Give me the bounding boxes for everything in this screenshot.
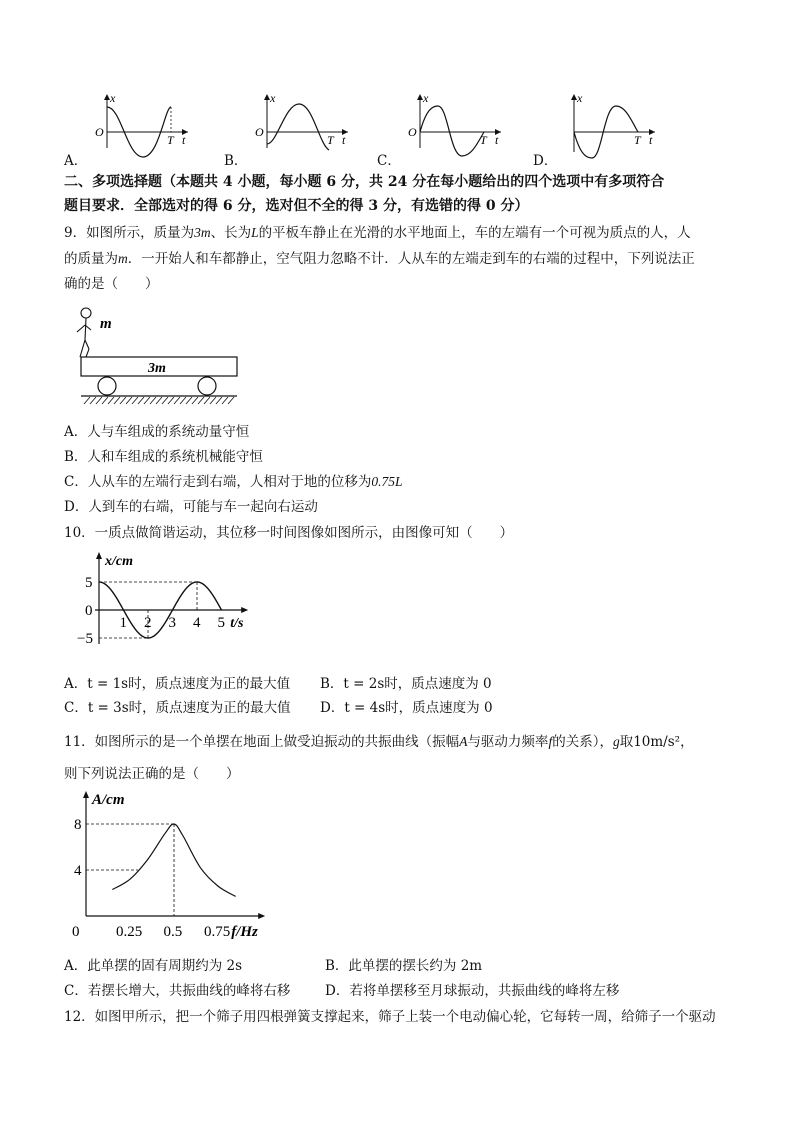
x-tick-label: 4 (193, 615, 201, 631)
y-tick-label: 0 (85, 603, 93, 619)
axis-period-label: T (167, 133, 174, 147)
axis-x-label: x (423, 91, 429, 105)
q11-option-b[interactable]: B．此单摆的摆长约为 2m (325, 958, 483, 974)
option-a-label: A． (64, 153, 88, 169)
q12-stem-line1: 12．如图甲所示，把一个筛子用四根弹簧支撑起来，筛子上装一个电动偏心轮，它每转一周，给筛子一个驱动 (64, 1009, 716, 1025)
graph-option-c (398, 90, 518, 150)
q10-option-a[interactable]: A．t = 1s时，质点速度为正的最大值 (64, 676, 291, 692)
y-tick-label: −5 (77, 631, 93, 647)
axis-x-label: x (270, 91, 276, 105)
q10-stem: 10．一质点做简谐运动，其位移一时间图像如图所示，由图像可知（ ） (64, 525, 514, 541)
y-tick-label: 8 (74, 817, 82, 833)
x-axis-arrow (241, 607, 248, 613)
y-tick-label: 5 (85, 575, 93, 591)
section-heading-line2: 题目要求．全部选对的得 6 分，选对但不全的得 3 分，有选错的得 0 分） (64, 198, 529, 214)
q11-resonance-chart (64, 788, 264, 940)
y-axis-arrow (83, 791, 89, 798)
q10-displacement-time-chart (64, 550, 274, 662)
axis-x-label: x (577, 91, 583, 105)
x-axis-arrow (258, 913, 265, 919)
q10-option-d[interactable]: D．t = 4s时，质点速度为 0 (320, 700, 493, 716)
q11-stem-line2: 则下列说法正确的是（ ） (64, 766, 240, 782)
x-axis-label: f/Hz (231, 924, 258, 940)
x-tick-label: 0.75 (204, 924, 231, 940)
x-tick-label: 3 (168, 615, 176, 631)
q9-option-b[interactable]: B．人和车组成的系统机械能守恒 (64, 449, 263, 465)
q9-stem-line1: 9．如图所示，质量为3m、长为L的平板车静止在光滑的水平地面上，车的左端有一个可视为质点的人，人 (64, 225, 691, 241)
x-tick-label: 5 (217, 615, 225, 631)
x-tick-label: 0.5 (163, 924, 183, 940)
q9-option-c[interactable]: C．人从车的左端行走到右端，人相对于地的位移为0.75L (64, 474, 403, 490)
q9-option-d[interactable]: D．人到车的右端，可能与车一起向右运动 (64, 499, 318, 515)
option-b-label: B． (224, 153, 248, 169)
x-axis-label: t/s (230, 616, 244, 631)
axis-origin-label: O (255, 125, 264, 139)
axis-t-label: t (495, 133, 499, 147)
q9-stem-line3: 确的是（ ） (64, 276, 159, 292)
axis-x-label: x (110, 91, 116, 105)
person-mass-label: m (100, 316, 112, 332)
graph-option-d (552, 90, 672, 150)
section-heading-line1: 二、多项选择题（本题共 4 小题，每小题 6 分，共 24 分在每小题给出的四个选项中有多项符合 (64, 174, 665, 190)
q11-option-d[interactable]: D．若将单摆移至月球振动，共振曲线的峰将左移 (325, 983, 620, 999)
x-tick-label: 1 (119, 615, 127, 631)
axis-t-label: t (649, 133, 653, 147)
x-tick-label: 2 (144, 615, 152, 631)
y-tick-label: 4 (74, 863, 82, 879)
q9-option-a[interactable]: A．人与车组成的系统动量守恒 (64, 424, 250, 440)
x-tick-label: 0.25 (116, 924, 143, 940)
axis-origin-label: O (408, 125, 417, 139)
x-tick-label: 0 (72, 924, 80, 940)
axis-period-label: T (480, 133, 487, 147)
graph-option-a (85, 90, 205, 150)
option-c-label: C． (377, 153, 401, 169)
graph-option-b (245, 90, 365, 150)
axis-t-label: t (182, 133, 186, 147)
q9-stem-line2: 的质量为m．一开始人和车都静止，空气阻力忽略不计．人从车的左端走到车的右端的过程中，下列说法正 (64, 251, 695, 267)
axis-period-label: T (634, 133, 641, 147)
y-axis-arrow (96, 552, 102, 559)
q11-stem-line1: 11．如图所示的是一个单摆在地面上做受迫振动的共振曲线（振幅A与驱动力频率f的关系），g取10m/s²， (64, 734, 694, 750)
q11-option-a[interactable]: A．此单摆的固有周期约为 2s (64, 958, 243, 974)
y-axis-label: A/cm (92, 792, 125, 808)
q11-option-c[interactable]: C．若摆长增大，共振曲线的峰将右移 (64, 983, 291, 999)
axis-origin-label: O (95, 125, 104, 139)
q10-option-b[interactable]: B．t = 2s时，质点速度为 0 (320, 676, 492, 692)
y-axis-label: x/cm (105, 554, 133, 569)
axis-t-label: t (342, 133, 346, 147)
cart-mass-label: 3m (148, 361, 166, 376)
q9-cart-figure (70, 300, 250, 410)
q10-option-c[interactable]: C．t = 3s时，质点速度为正的最大值 (64, 700, 291, 716)
option-d-label: D． (533, 153, 558, 169)
axis-period-label: T (327, 133, 334, 147)
